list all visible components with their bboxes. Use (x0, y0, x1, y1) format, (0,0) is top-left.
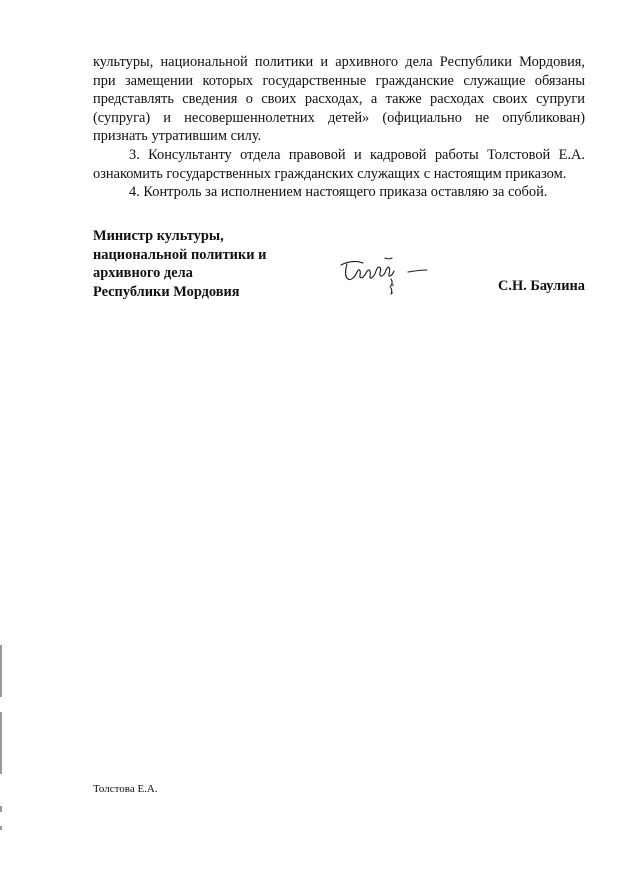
executor-name: Толстова Е.А. (93, 783, 158, 795)
paragraph-item-4: 4. Контроль за исполнением настоящего приказа оставляю за собой. (129, 184, 548, 201)
signatory-title: Министр культуры, национальной политики и архивного дела Республики Мордовия (93, 228, 267, 300)
handwritten-signature (339, 257, 439, 299)
scan-edge-mark (0, 826, 2, 830)
scan-edge-mark (0, 645, 2, 697)
paragraph-continuation: культуры, национальной политики и архивного дела Республики Мордовия, при замещении которых государственные гражданские служащие обязаны представлять сведения о своих расходах, а также расходах своих супруги (супруга) и несовершеннолетних детей» (официально не опубликован) признать утратившим силу. (93, 54, 585, 145)
document-body (93, 53, 585, 202)
scan-edge-mark (0, 806, 2, 812)
scan-edge-mark (0, 712, 2, 774)
signature-block (93, 227, 585, 300)
signatory-name: С.Н. Баулина (497, 278, 585, 294)
paragraph-item-3: 3. Консультанту отдела правовой и кадровой работы Толстовой Е.А. ознакомить государственных гражданских служащих с настоящим приказом. (93, 146, 585, 182)
